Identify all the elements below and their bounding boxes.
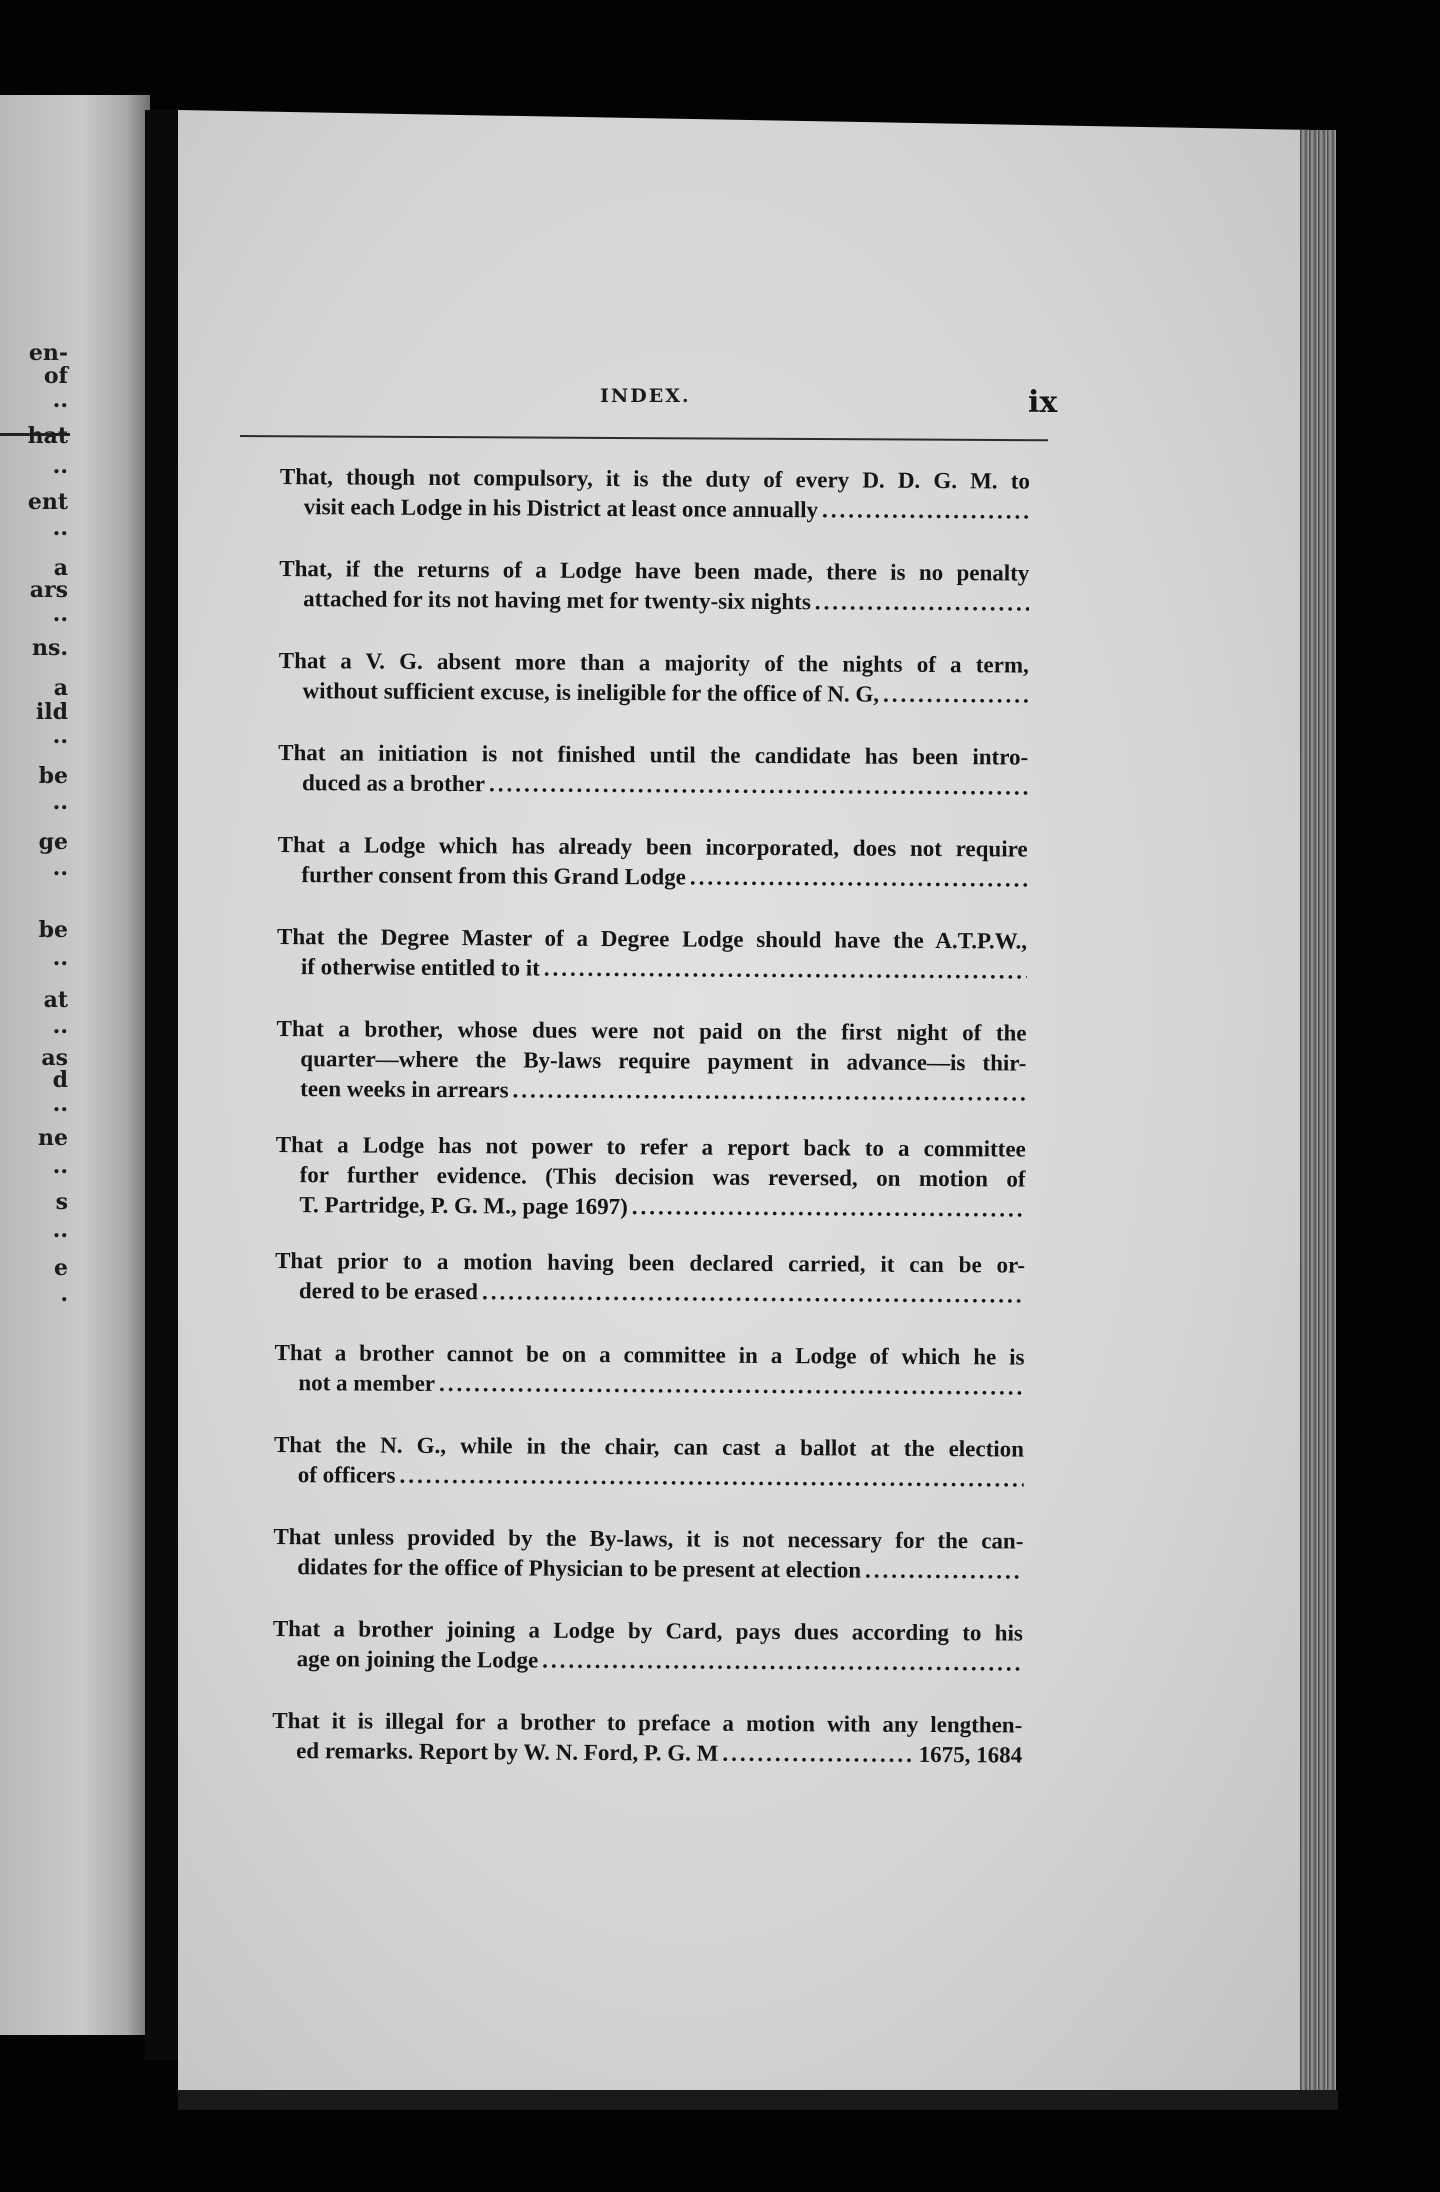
entry-last-line — [275, 1190, 1025, 1225]
left-page-fragment: .. — [52, 601, 68, 627]
entry-line — [277, 922, 1027, 957]
entry-line-text: attached for its not having met for twenty-six nights — [303, 586, 811, 615]
left-page-fragment: a — [53, 675, 68, 701]
book-gutter — [145, 110, 180, 2060]
left-page-fragment: ild — [35, 699, 68, 725]
left-page-fragment: .. — [52, 387, 68, 413]
dot-leader — [544, 954, 1027, 987]
entry-line-text: age on joining the Lodge — [296, 1646, 539, 1673]
left-page-fragment: ent — [27, 489, 68, 515]
index-entry — [279, 646, 1029, 711]
left-page-fragment: d — [52, 1067, 68, 1093]
entry-line-text: quarter—where the By-laws require payment in advance—is thir- — [300, 1046, 1027, 1076]
dot-leader — [690, 863, 1028, 895]
entry-line-text: for further evidence. (This decision was reversed, on motion of — [299, 1162, 1026, 1192]
left-page-fragment: ge — [38, 829, 68, 855]
index-entry — [280, 462, 1030, 527]
entry-line-text: of officers — [297, 1462, 396, 1488]
index-entry — [273, 1614, 1023, 1679]
entry-line — [276, 1130, 1026, 1165]
entry-last-line — [276, 1074, 1026, 1109]
entry-line — [275, 1246, 1025, 1281]
entry-last-line — [273, 1552, 1023, 1587]
index-entry — [274, 1338, 1024, 1403]
page-reference: 1675, 1684 — [918, 1741, 1023, 1768]
entry-line — [272, 1706, 1022, 1741]
entry-last-line — [277, 860, 1027, 895]
left-page-fragment: s — [55, 1189, 68, 1215]
entry-line-text: further consent from this Grand Lodge — [301, 862, 686, 890]
dot-leader — [489, 769, 1028, 802]
entry-line-text: That the N. G., while in the chair, can cast a ballot at the election — [273, 1431, 1025, 1462]
left-page-fragment: as — [41, 1045, 68, 1071]
left-page-fragment: be — [38, 763, 68, 789]
page-number: ix — [1028, 385, 1058, 420]
left-page-fragment: . — [60, 1281, 68, 1307]
entry-line-text: didates for the office of Physician to be present at election — [297, 1554, 862, 1583]
left-facing-page — [0, 95, 150, 2035]
index-entry — [273, 1522, 1023, 1587]
entry-line — [278, 830, 1028, 865]
entry-line-text: That a V. G. absent more than a majority of the nights of a term, — [278, 647, 1029, 678]
entry-line-text: dered to be erased — [298, 1278, 479, 1305]
entry-line-text: That prior to a motion having been declared carried, it can be or- — [275, 1247, 1026, 1278]
index-entry — [276, 1014, 1027, 1109]
index-entry — [277, 830, 1027, 895]
entry-line — [276, 1160, 1026, 1195]
entry-line-text: That unless provided by the By-laws, it is not necessary for the can- — [273, 1523, 1024, 1554]
entry-line-text: That a brother joining a Lodge by Card, pays dues according to his — [272, 1615, 1023, 1646]
index-entry — [275, 1246, 1025, 1311]
entry-line-text: teen weeks in arrears — [300, 1076, 509, 1103]
entry-line-text: duced as a brother — [301, 770, 486, 797]
entry-line-text: That a brother cannot be on a committee in a Lodge of which he is — [274, 1339, 1025, 1370]
entry-line — [276, 1044, 1026, 1079]
dot-leader — [513, 1075, 1027, 1108]
entry-line — [280, 462, 1030, 497]
entry-line — [274, 1338, 1024, 1373]
left-page-fragment: ns. — [31, 635, 68, 661]
entry-last-line — [274, 1368, 1024, 1403]
index-entry — [274, 1430, 1024, 1495]
entry-line-text: That a Lodge which has already been incorporated, does not require — [277, 831, 1028, 862]
entry-line — [273, 1614, 1023, 1649]
entry-line-text: visit each Lodge in his District at least once annually — [303, 494, 819, 523]
index-entry — [275, 1130, 1026, 1225]
entry-line — [279, 646, 1029, 681]
dot-leader — [815, 587, 1029, 618]
dot-leader — [439, 1369, 1024, 1403]
entry-last-line — [277, 952, 1027, 987]
page-bottom-shadow — [178, 2090, 1338, 2110]
entry-line-text: That an initiation is not finished until the candidate has been intro- — [278, 739, 1029, 770]
dot-leader — [883, 680, 1029, 711]
left-page-fragment: .. — [52, 855, 68, 881]
left-page-fragment: at — [43, 987, 68, 1013]
left-page-fragment: .. — [52, 1091, 68, 1117]
entry-line — [278, 738, 1028, 773]
entry-last-line — [272, 1736, 1022, 1771]
dot-leader — [822, 495, 1030, 526]
dot-leader — [399, 1461, 1023, 1495]
index-entry — [277, 922, 1027, 987]
entry-last-line — [278, 768, 1028, 803]
entry-line-text: That, though not compulsory, it is the duty of every D. D. G. M. to — [279, 463, 1030, 494]
left-page-fragment: hat — [27, 423, 68, 449]
left-page-fragment: .. — [52, 789, 68, 815]
entry-line-text: That, if the returns of a Lodge have been made, there is no penalty — [279, 555, 1030, 586]
entry-line-text: That the Degree Master of a Degree Lodge should have the A.T.P.W., — [277, 923, 1028, 954]
entry-line-text: without sufficient excuse, is ineligible for the office of N. G, — [302, 678, 880, 707]
left-page-fragment: a — [53, 555, 68, 581]
entry-line-text: T. Partridge, P. G. M., page 1697) — [299, 1192, 628, 1220]
entry-line-text: if otherwise entitled to it — [300, 954, 540, 981]
left-page-fragment: .. — [52, 515, 68, 541]
entry-last-line — [279, 584, 1029, 619]
dot-leader — [722, 1739, 914, 1770]
page-edges — [1300, 130, 1336, 2110]
entry-last-line — [280, 492, 1030, 527]
dot-leader — [542, 1646, 1023, 1679]
left-page-fragment: .. — [52, 1013, 68, 1039]
entry-line-text: That a brother, whose dues were not paid on the first night of the — [276, 1015, 1027, 1046]
left-page-fragment: ne — [38, 1125, 68, 1151]
left-page-fragment: .. — [52, 723, 68, 749]
left-page-fragment: .. — [52, 1153, 68, 1179]
entry-last-line — [273, 1644, 1023, 1679]
entry-line — [279, 554, 1029, 589]
left-page-fragment: .. — [52, 1217, 68, 1243]
index-entry — [272, 1706, 1022, 1771]
left-page-fragment: of — [43, 363, 68, 389]
entry-line-text: not a member — [298, 1370, 436, 1396]
entry-line — [276, 1014, 1026, 1049]
entry-last-line — [275, 1276, 1025, 1311]
left-page-fragment: en- — [28, 340, 68, 366]
entry-line-text: ed remarks. Report by W. N. Ford, P. G. M — [296, 1738, 719, 1766]
left-page-fragment: .. — [52, 453, 68, 479]
entry-line — [273, 1522, 1023, 1557]
left-page-fragment: ars — [29, 577, 68, 603]
entry-line-text: That it is illegal for a brother to preface a motion with any lengthen- — [272, 1707, 1023, 1738]
dot-leader — [632, 1192, 1026, 1224]
index-entry — [279, 554, 1029, 619]
index-entry — [278, 738, 1028, 803]
dot-leader — [865, 1556, 1023, 1587]
entry-last-line — [274, 1460, 1024, 1495]
dot-leader — [482, 1277, 1025, 1310]
left-page-fragment: be — [38, 917, 68, 943]
left-page-fragment: .. — [52, 945, 68, 971]
entry-last-line — [279, 676, 1029, 711]
entry-line-text: That a Lodge has not power to refer a report back to a committee — [275, 1131, 1026, 1162]
page-header-title: INDEX. — [600, 385, 691, 407]
left-page-fragment: e — [54, 1255, 68, 1281]
entry-line — [274, 1430, 1024, 1465]
